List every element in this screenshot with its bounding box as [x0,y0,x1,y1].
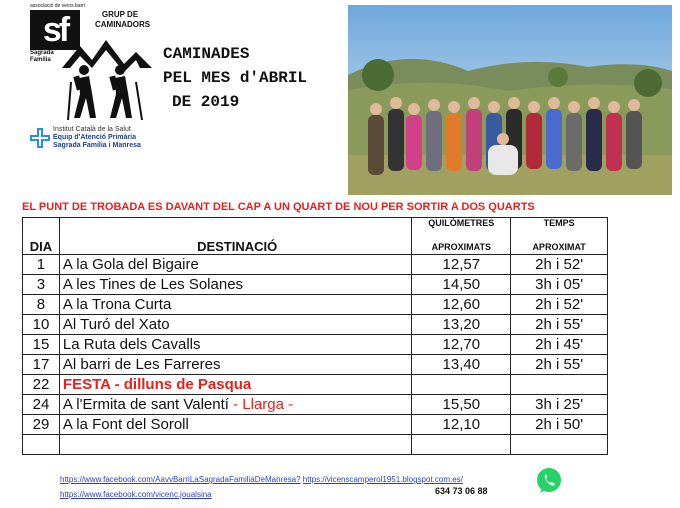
row-destination [59,375,411,395]
header-day: DIA [23,218,60,255]
association-logo: sf [30,10,80,50]
row-day [23,435,60,455]
header-time-line1: TEMPS [543,218,575,228]
group-photo [348,5,672,195]
row-km: 15,50 [412,395,511,415]
row-time: 2h i 50' [511,415,608,435]
row-time [511,375,608,395]
row-km: 12,10 [412,415,511,435]
header-time [511,218,608,255]
row-destination [59,295,411,315]
row-time: 2h i 55' [511,355,608,375]
group-name-line2: CAMINADORS [95,20,151,29]
table-row [23,395,608,415]
row-destination-text: Al barri de Les Farreres [62,356,221,373]
row-day: 17 [23,355,60,375]
long-route-label: - Llarga - [228,396,294,413]
row-km: 12,70 [412,335,511,355]
health-center-name [53,126,141,150]
association-name-line1: Sagrada [30,50,54,56]
row-destination [59,395,411,415]
row-day: 22 [23,375,60,395]
table-row [23,295,608,315]
header-destination: DESTINACIÓ [59,218,411,255]
row-day: 1 [23,255,60,275]
row-destination [59,355,411,375]
row-day: 3 [23,275,60,295]
row-km: 12,60 [412,295,511,315]
row-destination [59,255,411,275]
row-destination-text: A les Tines de Les Solanes [62,276,244,293]
health-line3: Sagrada Família i Manresa [53,142,141,149]
table-row [23,415,608,435]
table-header-row [23,218,608,255]
hikers-icon [62,38,152,124]
row-day: 10 [23,315,60,335]
header-km-line2: APROXIMATS [431,242,491,252]
association-caption: associació de veïns barri [30,3,86,9]
facebook-link-personal[interactable]: https://www.facebook.com/vicenc.joualsina [60,490,212,499]
row-time: 2h i 52' [511,295,608,315]
row-destination [59,415,411,435]
blog-link[interactable]: https://vicenscamperol1951.blogspot.com.es/ [302,475,463,484]
row-destination-text: A la Trona Curta [62,296,172,313]
table-row [23,315,608,335]
row-destination [59,275,411,295]
meeting-notice: EL PUNT DE TROBADA ES DAVANT DEL CAP A UN QUART DE NOU PER SORTIR A DOS QUARTS [22,201,535,213]
row-destination-text: A la Gola del Bigaire [62,256,199,273]
row-destination-text: La Ruta dels Cavalls [62,336,201,353]
row-time: 3h i 05' [511,275,608,295]
title-line1: CAMINADES [163,45,250,63]
header-time-line2: APROXIMAT [532,242,586,252]
header-km [412,218,511,255]
row-km: 12,57 [412,255,511,275]
group-name [95,10,151,30]
table-row [23,255,608,275]
row-time: 3h i 25' [511,395,608,415]
association-name [30,50,54,64]
row-km: 14,50 [412,275,511,295]
row-time: 2h i 52' [511,255,608,275]
group-name-line1: GRUP DE [101,10,139,19]
row-km: 13,20 [412,315,511,335]
header-km-line1: QUILÒMETRES [428,218,495,228]
row-destination [59,435,411,455]
row-destination-text: Al Turó del Xato [62,316,170,333]
phone-number: 634 73 06 88 [435,486,488,496]
row-destination-text: A la Font del Soroll [62,416,189,433]
table-row-holiday [23,375,608,395]
health-line2: Equip d'Atenció Primària [53,134,136,141]
table-row [23,275,608,295]
title-line2: PEL MES d'ABRIL [163,69,308,87]
row-km [412,375,511,395]
row-destination [59,335,411,355]
table-row [23,335,608,355]
footer-links [60,472,463,502]
whatsapp-icon [535,467,563,495]
health-cross-icon [30,128,50,148]
facebook-link-association[interactable]: https://www.facebook.com/AavvBarriLaSagradaFamiliaDeManresa? [60,475,301,484]
row-day: 24 [23,395,60,415]
association-name-line2: Família [30,57,51,63]
holiday-text: FESTA - dilluns de Pasqua [62,376,252,393]
title-line3: DE 2019 [172,93,240,111]
table-row [23,355,608,375]
schedule-table [22,217,608,455]
row-time [511,435,608,455]
row-destination [59,315,411,335]
row-time: 2h i 45' [511,335,608,355]
row-day: 15 [23,335,60,355]
row-km [412,435,511,455]
row-day: 8 [23,295,60,315]
health-line1: Institut Català de la Salut [53,126,131,133]
table-row-empty [23,435,608,455]
row-destination-text: A l'Ermita de sant Valentí [62,396,229,413]
row-time: 2h i 55' [511,315,608,335]
row-day: 29 [23,415,60,435]
row-km: 13,40 [412,355,511,375]
